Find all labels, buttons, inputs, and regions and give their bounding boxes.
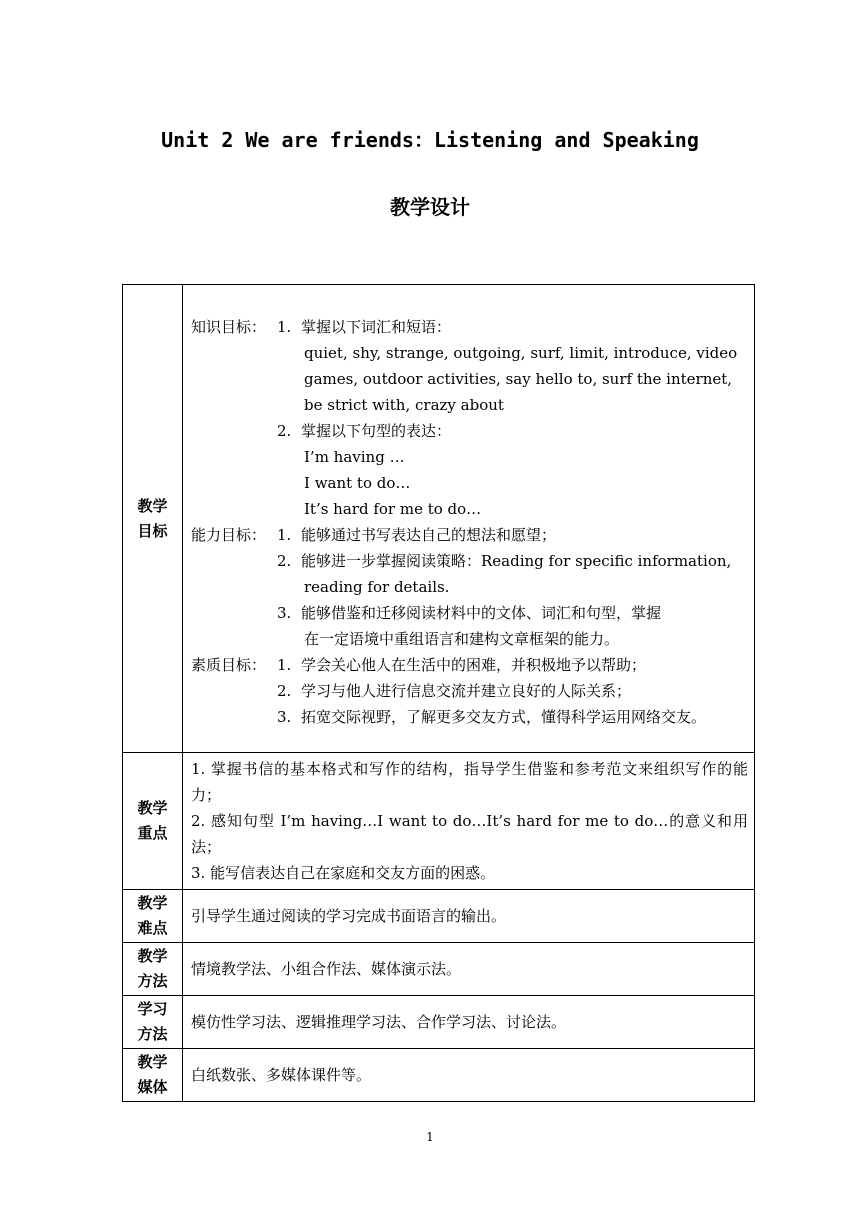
- goal-category: 知识目标：: [191, 318, 267, 336]
- goal-text: be strict with, crazy about: [304, 396, 504, 414]
- learning-methods-content: [183, 996, 755, 1049]
- difficulties-text: 引导学生通过阅读的学习完成书面语言的输出。: [191, 907, 507, 925]
- goal-text: I’m having …: [304, 448, 405, 466]
- label-line: 教学: [137, 947, 168, 965]
- key-points-content: [183, 753, 755, 890]
- goal-text: 学习与他人进行信息交流并建立良好的人际关系；: [301, 682, 632, 700]
- label-line: 方法: [137, 972, 168, 990]
- goal-text: 拓宽交际视野，了解更多交友方式，懂得科学运用网络交友。: [301, 708, 707, 726]
- key-point-item: 1. 掌握书信的基本格式和写作的结构，指导学生借鉴和参考范文来组织写作的能力；: [191, 760, 748, 804]
- goal-number: 1.: [277, 656, 292, 674]
- document-title: Unit 2 We are friends：Listening and Speaking: [161, 128, 699, 152]
- goals-content: [183, 285, 755, 753]
- table-row-key-points: [123, 753, 755, 890]
- goal-text: It’s hard for me to do…: [304, 500, 482, 518]
- row-label-goals: [123, 285, 183, 753]
- document-subtitle: 教学设计: [390, 195, 470, 219]
- label-line: 难点: [137, 919, 168, 937]
- goal-number: 3.: [277, 604, 292, 622]
- row-label-difficulties: [123, 890, 183, 943]
- goal-category: 能力目标：: [191, 526, 267, 544]
- media-text: 白纸数张、多媒体课件等。: [191, 1066, 372, 1084]
- page-number: 1: [426, 1130, 434, 1144]
- goal-number: 3.: [277, 708, 292, 726]
- goal-text: games, outdoor activities, say hello to, surf the internet,: [304, 370, 733, 388]
- goal-number: 2.: [277, 422, 292, 440]
- goal-number: 1.: [277, 526, 292, 544]
- key-point-item: 3. 能写信表达自己在家庭和交友方面的困惑。: [191, 864, 496, 882]
- goal-text: 能够进一步掌握阅读策略：Reading for specific information,: [301, 552, 732, 570]
- table-row-difficulties: [123, 890, 755, 943]
- goal-text: 在一定语境中重组语言和建构文章框架的能力。: [304, 630, 620, 648]
- table-row-teaching-methods: [123, 943, 755, 996]
- goal-text: 掌握以下句型的表达：: [301, 422, 452, 440]
- label-line: 学习: [137, 1000, 168, 1018]
- table-row-media: [123, 1049, 755, 1102]
- teaching-methods-content: [183, 943, 755, 996]
- goal-text: 能够借鉴和迁移阅读材料中的文体、词汇和句型，掌握: [301, 604, 662, 622]
- goal-text: 能够通过书写表达自己的想法和愿望；: [301, 526, 557, 544]
- goal-text: 掌握以下词汇和短语：: [301, 318, 452, 336]
- label-line: 媒体: [137, 1078, 168, 1096]
- goal-number: 2.: [277, 682, 292, 700]
- goal-text: reading for details.: [304, 578, 450, 596]
- label-line: 目标: [137, 521, 168, 540]
- row-label-teaching-methods: [123, 943, 183, 996]
- lesson-plan-table: [122, 284, 755, 1102]
- goal-text: 学会关心他人在生活中的困难，并积极地予以帮助；: [301, 656, 647, 674]
- goal-category: 素质目标：: [191, 656, 267, 674]
- row-label-media: [123, 1049, 183, 1102]
- goal-number: 2.: [277, 552, 292, 570]
- table-row-learning-methods: [123, 996, 755, 1049]
- row-label-key-points: [123, 753, 183, 890]
- difficulties-content: [183, 890, 755, 943]
- teaching-methods-text: 情境教学法、小组合作法、媒体演示法。: [191, 960, 462, 978]
- goal-text: quiet, shy, strange, outgoing, surf, limit, introduce, video: [304, 344, 738, 362]
- learning-methods-text: 模仿性学习法、逻辑推理学习法、合作学习法、讨论法。: [191, 1013, 567, 1031]
- label-line: 重点: [137, 824, 168, 842]
- table-row-goals: [123, 285, 755, 753]
- label-line: 教学: [137, 799, 168, 817]
- label-line: 教学: [137, 1053, 168, 1071]
- goal-number: 1.: [277, 318, 292, 336]
- label-line: 教学: [137, 894, 168, 912]
- goal-text: I want to do…: [304, 474, 411, 492]
- label-line: 方法: [137, 1025, 168, 1043]
- row-label-learning-methods: [123, 996, 183, 1049]
- key-point-item: 2. 感知句型 I’m having…I want to do…It’s hard for me to do…的意义和用法；: [191, 812, 748, 856]
- media-content: [183, 1049, 755, 1102]
- label-line: 教学: [137, 496, 168, 515]
